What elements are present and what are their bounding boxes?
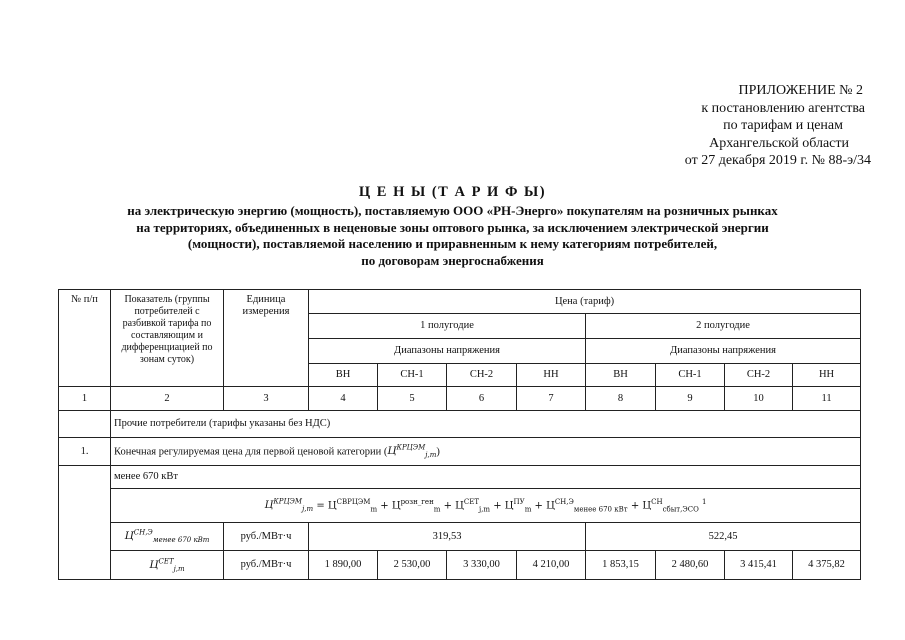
sn-value-half2: 522,45 (586, 523, 861, 551)
price-symbol: $Ц^{КРЦЭМ}_{j,m}$ (387, 443, 437, 460)
column-number: 7 (517, 387, 586, 411)
column-number: 4 (309, 387, 378, 411)
header-unit: Единица измерения (224, 290, 309, 387)
footnote-mark: 1 (702, 497, 707, 506)
appendix-block (571, 82, 871, 170)
appendix-line: Архангельской области (709, 135, 849, 151)
subtitle-line: на электрическую энергию (мощность), поставляемую ООО «РН-Энерго» покупателям на розничных рынках (127, 203, 778, 218)
group-num-cell (59, 466, 111, 580)
set-unit: руб./МВт·ч (224, 551, 309, 580)
column-number: 3 (224, 387, 309, 411)
header-voltage-level: НН (517, 364, 586, 387)
column-number: 11 (793, 387, 861, 411)
row-number: 1. (59, 438, 111, 466)
document-subtitle (60, 203, 845, 269)
header-voltage-ranges: Диапазоны напряжения (309, 339, 586, 364)
header-voltage-level: СН-2 (725, 364, 793, 387)
header-voltage-level: ВН (586, 364, 656, 387)
header-voltage-ranges: Диапазоны напряжения (586, 339, 861, 364)
tariff-table (58, 289, 861, 580)
set-value: 2 530,00 (378, 551, 447, 580)
column-number: 1 (59, 387, 111, 411)
sn-symbol: $Ц^{СН,Э}_{менее 670 кВт}$ (111, 523, 224, 551)
section-num-cell (59, 411, 111, 438)
document-title: Ц Е Н Ы (Т А Р И Ф Ы) (358, 184, 547, 200)
subtitle-line: по договорам энергоснабжения (361, 252, 544, 268)
header-voltage-level: СН-1 (656, 364, 725, 387)
header-voltage-level: ВН (309, 364, 378, 387)
appendix-title: ПРИЛОЖЕНИЕ № 2 (738, 83, 863, 98)
header-num: № п/п (59, 290, 111, 387)
set-value: 3 330,00 (447, 551, 517, 580)
header-price: Цена (тариф) (309, 290, 861, 314)
sn-value-half1: 319,53 (309, 523, 586, 551)
column-number: 9 (656, 387, 725, 411)
set-value: 1 890,00 (309, 551, 378, 580)
consumer-group: менее 670 кВт (111, 466, 861, 489)
set-value: 4 375,82 (793, 551, 861, 580)
header-voltage-level: СН-2 (447, 364, 517, 387)
subtitle-line: на территориях, объединенных в неценовые зоны оптового рынка, за исключением электрической энергии (136, 219, 769, 235)
header-voltage-level: НН (793, 364, 861, 387)
header-voltage-level: СН-1 (378, 364, 447, 387)
row-final-price: Конечная регулируемая цена для первой ценовой категории $(Ц^{КРЦЭМ}_{j,m})$ (111, 438, 861, 466)
set-value: 3 415,41 (725, 551, 793, 580)
header-half1: 1 полугодие (309, 314, 586, 339)
column-number: 6 (447, 387, 517, 411)
column-number: 8 (586, 387, 656, 411)
column-number: 2 (111, 387, 224, 411)
appendix-date: от 27 декабря 2019 г. № 88-э/34 (684, 153, 871, 168)
header-half2: 2 полугодие (586, 314, 861, 339)
set-value: 4 210,00 (517, 551, 586, 580)
row-final-price-text: Конечная регулируемая цена для первой ценовой категории (114, 446, 382, 458)
subtitle-line: (мощности), поставляемой населению и приравненным к нему категориям потребителей, (187, 236, 718, 251)
column-number: 10 (725, 387, 793, 411)
appendix-line: по тарифам и ценам (723, 118, 843, 133)
set-value: 2 480,60 (656, 551, 725, 580)
sn-unit: руб./МВт·ч (224, 523, 309, 551)
header-indicator: Показатель (группы потребителей с разбивкой тарифа по составляющим и дифференциацией по зонам суток) (111, 290, 224, 387)
price-formula: $Ц^{КРЦЭМ}_{j,m} = Ц^{СВРЦЭМ}_m + Ц^{розн\_ген}_m + Ц^{СЕТ}_{j,m} + Ц^{ПУ}_m + Ц^{СН,Э}_{менее 670 кВт} + Ц^{СН}_{сбыт,ЭСО}$ $^1$ (111, 489, 861, 523)
set-symbol: $Ц^{СЕТ}_{j,m}$ (111, 551, 224, 580)
set-value: 1 853,15 (586, 551, 656, 580)
appendix-line: к постановлению агентства (701, 100, 865, 116)
section-title: Прочие потребители (тарифы указаны без НДС) (111, 411, 861, 438)
column-number: 5 (378, 387, 447, 411)
